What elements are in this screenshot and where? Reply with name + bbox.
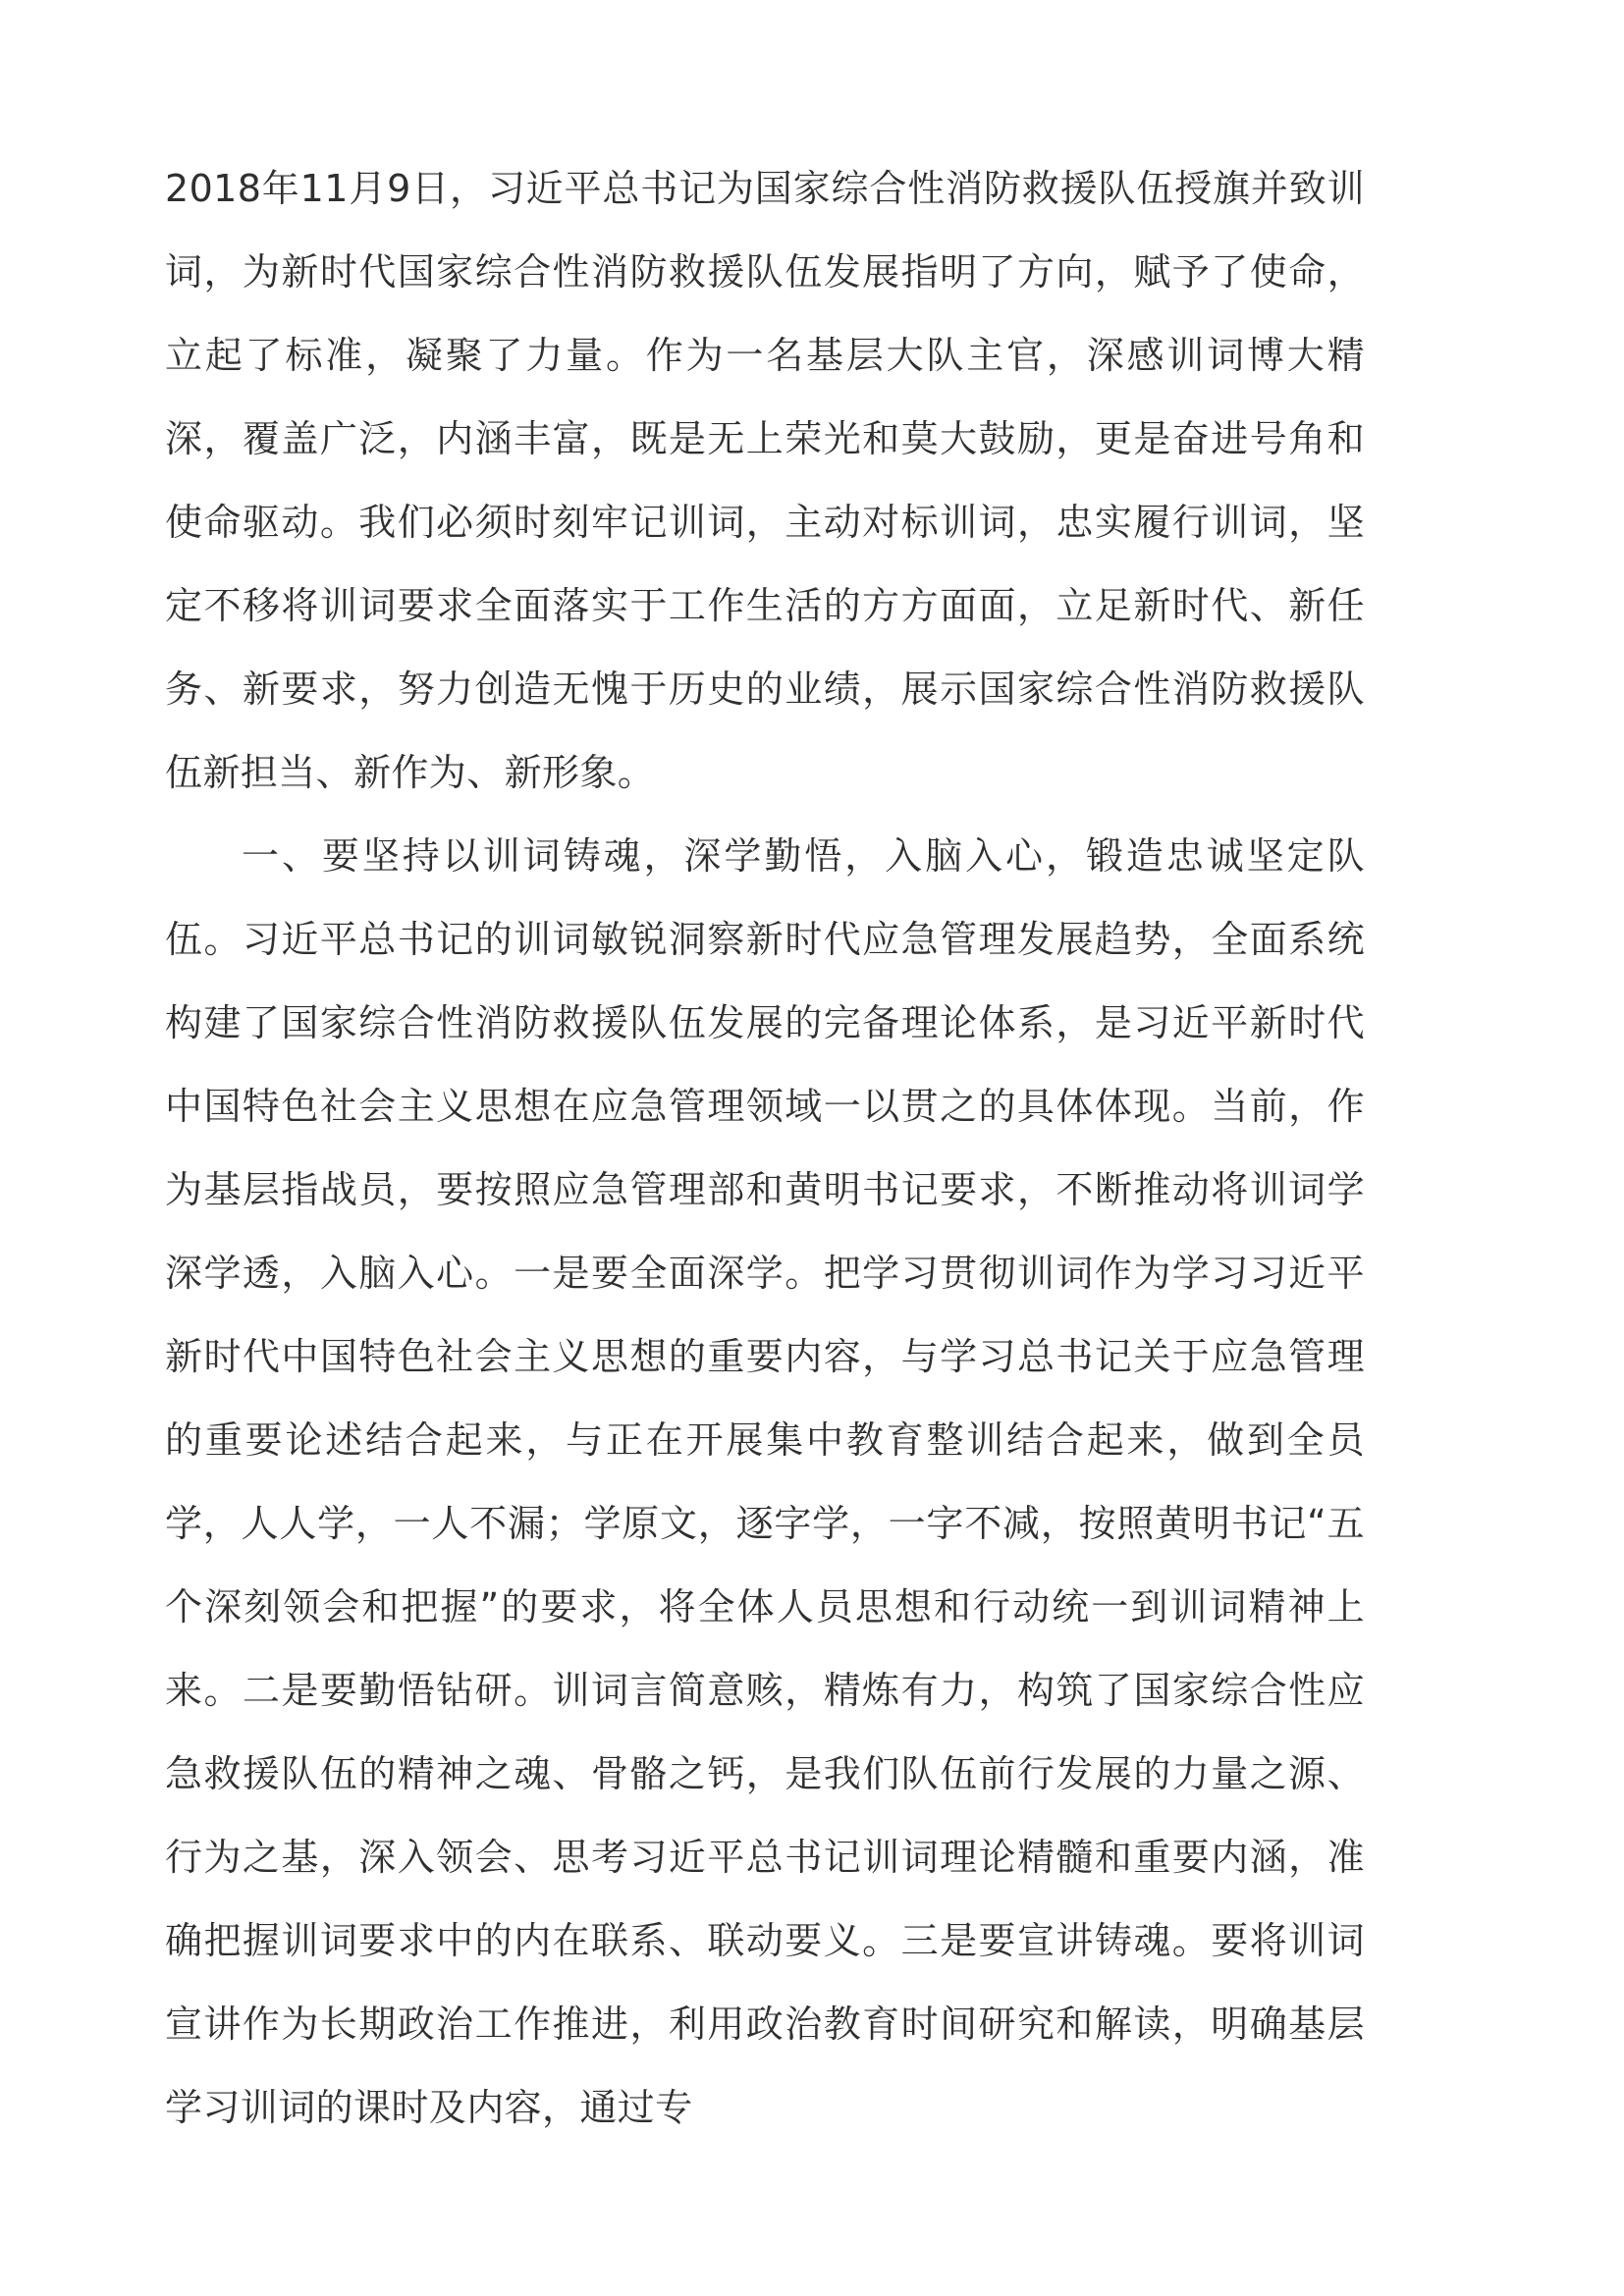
document-text-body bbox=[165, 147, 1365, 2150]
paragraph-section-one: 一、要坚持以训词铸魂，深学勤悟，入脑入心，锻造忠诚坚定队伍。习近平总书记的训词敏锐洞察新时代应急管理发展趋势，全面系统构建了国家综合性消防救援队伍发展的完备理论体系，是习近平新时代中国特色社会主义思想在应急管理领域一以贯之的具体体现。当前，作为基层指战员，要按照应急管理部和黄明书记要求，不断推动将训词学深学透，入脑入心。一是要全面深学。把学习贯彻训词作为学习习近平新时代中国特色社会主义思想的重要内容，与学习总书记关于应急管理的重要论述结合起来，与正在开展集中教育整训结合起来，做到全员学，人人学，一人不漏；学原文，逐字学，一字不减，按照黄明书记“五个深刻领会和把握”的要求，将全体人员思想和行动统一到训词精神上来。二是要勤悟钻研。训词言简意赅，精炼有力，构筑了国家综合性应急救援队伍的精神之魂、骨骼之钙，是我们队伍前行发展的力量之源、行为之基，深入领会、思考习近平总书记训词理论精髓和重要内涵，准确把握训词要求中的内在联系、联动要义。三是要宣讲铸魂。要将训词宣讲作为长期政治工作推进，利用政治教育时间研究和解读，明确基层学习训词的课时及内容，通过专 bbox=[165, 834, 1365, 2129]
paragraph-intro: 2018年11月9日，习近平总书记为国家综合性消防救援队伍授旗并致训词，为新时代国家综合性消防救援队伍发展指明了方向，赋予了使命，立起了标准，凝聚了力量。作为一名基层大队主官，深感训词博大精深，覆盖广泛，内涵丰富，既是无上荣光和莫大鼓励，更是奋进号角和使命驱动。我们必须时刻牢记训词，主动对标训词，忠实履行训词，坚定不移将训词要求全面落实于工作生活的方方面面，立足新时代、新任务、新要求，努力创造无愧于历史的业绩，展示国家综合性消防救援队伍新担当、新作为、新形象。 bbox=[165, 167, 1365, 794]
